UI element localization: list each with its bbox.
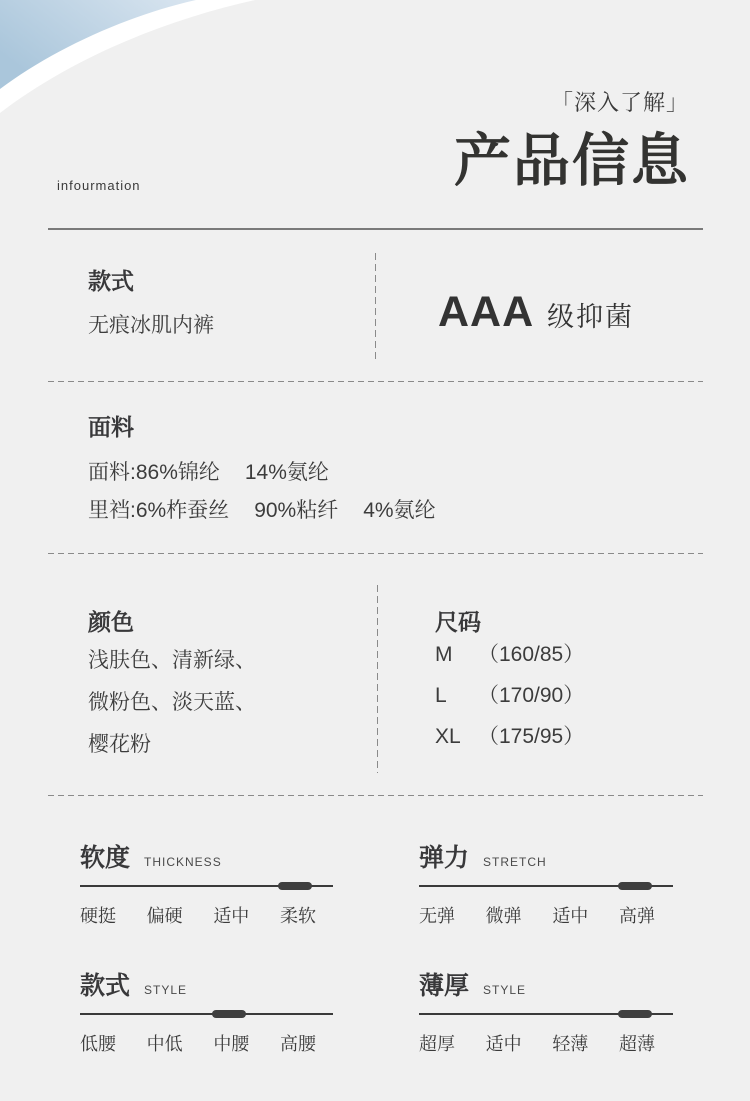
color-line: 樱花粉 bbox=[88, 733, 151, 756]
size-row bbox=[435, 726, 584, 747]
style-section-divider bbox=[375, 253, 376, 363]
fabric-part: 4%氨纶 bbox=[363, 499, 436, 522]
color-list bbox=[88, 640, 256, 766]
header-divider bbox=[48, 228, 703, 230]
slider-option: 柔软 bbox=[279, 906, 316, 926]
slider-track bbox=[80, 1013, 333, 1015]
size-value: （160/85） bbox=[478, 643, 585, 666]
fabric-heading: 面料 bbox=[88, 414, 134, 440]
slider-thickness bbox=[419, 966, 673, 1058]
style-value: 无痕冰肌内裤 bbox=[88, 314, 214, 337]
slider-option: 低腰 bbox=[80, 1034, 116, 1054]
slider-handle bbox=[212, 1010, 246, 1018]
slider-option: 适中 bbox=[213, 906, 250, 926]
slider-handle bbox=[618, 1010, 652, 1018]
style-heading: 款式 bbox=[88, 268, 134, 294]
size-table bbox=[435, 644, 584, 747]
slider-subtitle: STYLE bbox=[144, 983, 188, 997]
tagline: 「深入了解」 bbox=[550, 90, 689, 115]
size-label: M bbox=[435, 643, 453, 666]
corner-wave-decoration bbox=[0, 0, 270, 125]
fabric-part: 14%氨纶 bbox=[244, 461, 329, 484]
slider-head bbox=[419, 966, 526, 1002]
slider-head bbox=[80, 838, 222, 874]
slider-waist-style bbox=[80, 966, 333, 1058]
antibacterial-badge bbox=[438, 288, 634, 337]
color-heading: 颜色 bbox=[88, 609, 134, 635]
fabric-part: 里裆:6%柞蚕丝 bbox=[88, 499, 230, 522]
slider-scale bbox=[419, 1030, 655, 1056]
slider-option: 轻薄 bbox=[552, 1034, 589, 1054]
slider-subtitle: STRETCH bbox=[483, 855, 547, 869]
size-label: L bbox=[435, 684, 447, 707]
slider-subtitle: STYLE bbox=[483, 983, 527, 997]
fabric-part: 90%粘纤 bbox=[254, 499, 339, 522]
slider-title: 软度 bbox=[80, 844, 131, 872]
size-row bbox=[435, 685, 584, 706]
slider-scale bbox=[419, 902, 655, 928]
slider-option: 超薄 bbox=[618, 1034, 655, 1054]
slider-option: 中腰 bbox=[213, 1034, 250, 1054]
slider-track bbox=[419, 885, 673, 887]
slider-scale bbox=[80, 902, 316, 928]
slider-track bbox=[80, 885, 333, 887]
slider-option: 偏硬 bbox=[146, 906, 183, 926]
color-size-divider bbox=[377, 585, 378, 773]
fabric-line-2 bbox=[88, 500, 436, 521]
slider-option: 硬挺 bbox=[80, 906, 116, 926]
size-value: （170/90） bbox=[478, 684, 585, 707]
page-subtitle-en: infourmation bbox=[57, 178, 141, 193]
slider-softness bbox=[80, 838, 333, 930]
section-divider bbox=[48, 553, 703, 554]
slider-handle bbox=[278, 882, 312, 890]
fabric-line-1 bbox=[88, 462, 329, 483]
slider-option: 微弹 bbox=[485, 906, 522, 926]
slider-title: 弹力 bbox=[419, 844, 470, 872]
size-heading: 尺码 bbox=[435, 609, 481, 635]
slider-option: 适中 bbox=[485, 1034, 522, 1054]
slider-option: 高弹 bbox=[618, 906, 655, 926]
slider-option: 适中 bbox=[552, 906, 589, 926]
slider-option: 高腰 bbox=[279, 1034, 316, 1054]
slider-option: 无弹 bbox=[419, 906, 455, 926]
badge-grade: AAA bbox=[438, 288, 535, 336]
slider-title: 款式 bbox=[80, 972, 131, 1000]
section-divider bbox=[48, 795, 703, 796]
slider-subtitle: THICKNESS bbox=[144, 855, 222, 869]
section-divider bbox=[48, 381, 703, 382]
size-row bbox=[435, 644, 584, 665]
slider-title: 薄厚 bbox=[419, 972, 470, 1000]
badge-suffix: 级抑菌 bbox=[547, 302, 635, 332]
size-value: （175/95） bbox=[478, 725, 585, 748]
slider-stretch bbox=[419, 838, 673, 930]
slider-head bbox=[80, 966, 187, 1002]
fabric-part: 面料:86%锦纶 bbox=[88, 461, 220, 484]
slider-scale bbox=[80, 1030, 316, 1056]
page-title: 产品信息 bbox=[454, 129, 690, 193]
size-label: XL bbox=[435, 725, 461, 748]
slider-option: 超厚 bbox=[419, 1034, 455, 1054]
slider-option: 中低 bbox=[146, 1034, 183, 1054]
slider-track bbox=[419, 1013, 673, 1015]
slider-handle bbox=[618, 882, 652, 890]
color-line: 浅肤色、清新绿、 bbox=[88, 649, 256, 672]
slider-head bbox=[419, 838, 547, 874]
color-line: 微粉色、淡天蓝、 bbox=[88, 691, 256, 714]
